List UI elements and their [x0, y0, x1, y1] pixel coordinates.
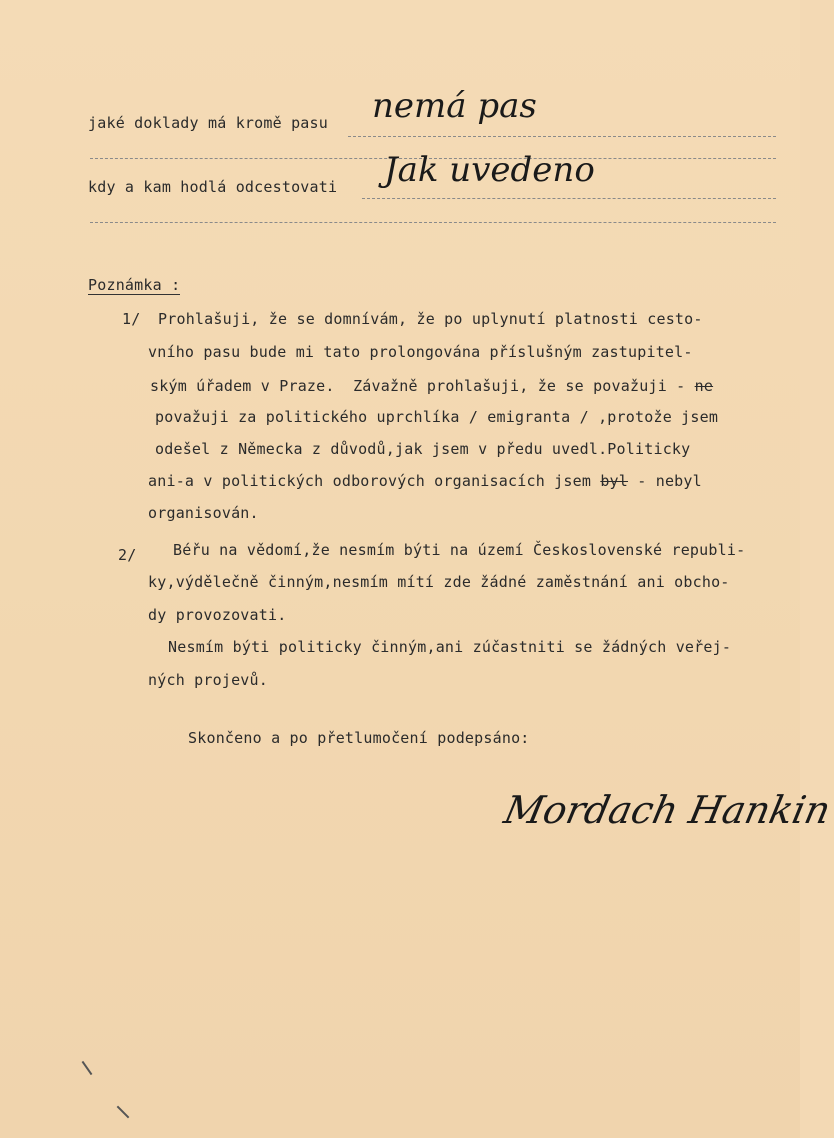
- p1-struck-byl: byl: [600, 472, 629, 490]
- p1-line-5: odešel z Německa z důvodů,jak jsem v předu uvedl.Politicky: [155, 440, 691, 458]
- docs-label: jaké doklady má kromě pasu: [88, 114, 328, 132]
- handwritten-signature: Mordach Hankin: [500, 788, 834, 832]
- p1-line-3-text: ským úřadem v Praze. Závažně prohlašuji, že se považuji -: [150, 377, 695, 395]
- p2-line-4: Nesmím býti politicky činným,ani zúčastniti se žádných veřej-: [168, 638, 732, 656]
- docs-underline: [348, 136, 776, 137]
- closing-line: Skončeno a po přetlumočení podepsáno:: [188, 729, 530, 747]
- p2-number: 2/: [118, 546, 137, 564]
- p1-line-3: [150, 377, 713, 395]
- stray-mark-1: [82, 1061, 93, 1075]
- travel-label: kdy a kam hodlá odcestovati: [88, 178, 338, 196]
- p1-line-1: Prohlašuji, že se domnívám, že po uplynutí platnosti cesto-: [158, 310, 703, 328]
- p1-line-6: [148, 472, 702, 490]
- p1-line-4: považuji za politického uprchlíka / emigranta / ,protože jsem: [155, 408, 719, 426]
- p2-line-3: dy provozovati.: [148, 606, 287, 624]
- p1-line-6-text: ani-a v politických odborových organisacích jsem: [148, 472, 601, 490]
- p1-line-6-end: - nebyl: [628, 472, 702, 490]
- stray-mark-2: [117, 1106, 130, 1119]
- p2-line-2: ky,výdělečně činným,nesmím mítí zde žádné zaměstnání ani obcho-: [148, 573, 730, 591]
- p1-struck-ne: ne: [694, 377, 714, 395]
- p2-line-1: Béřu na vědomí,že nesmím býti na území Československé republi-: [173, 541, 746, 559]
- dotted-divider-2: [90, 222, 776, 223]
- p2-line-5: ných projevů.: [148, 671, 268, 689]
- p1-line-2: vního pasu bude mi tato prolongována příslušným zastupitel-: [148, 343, 693, 361]
- p1-number: 1/: [122, 310, 141, 328]
- docs-value-handwritten: nemá pas: [372, 86, 537, 126]
- travel-underline: [362, 198, 776, 199]
- p1-line-7: organisován.: [148, 504, 259, 522]
- note-heading: Poznámka :: [88, 276, 181, 294]
- travel-value-handwritten: Jak uvedeno: [384, 150, 595, 190]
